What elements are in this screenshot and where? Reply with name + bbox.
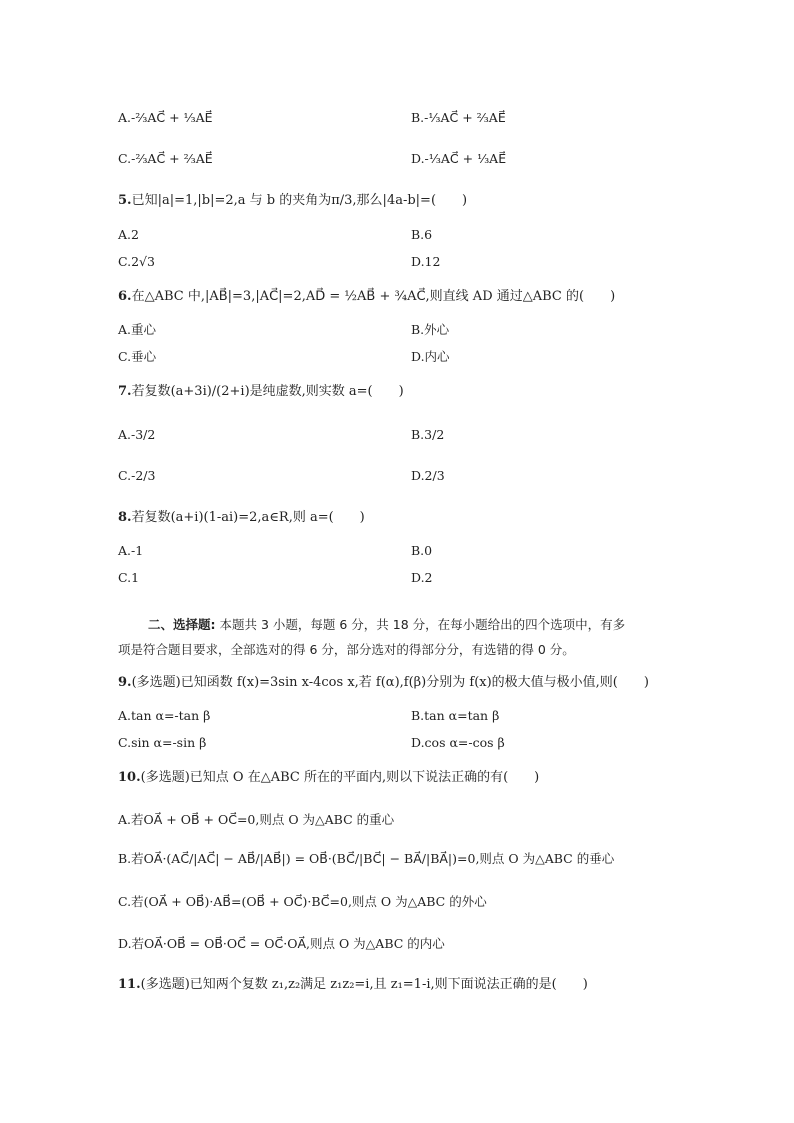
section-2-intro-line-1 bbox=[148, 616, 625, 634]
q6-option-d: D.内心 bbox=[411, 349, 450, 364]
section-2-intro-line-2: 项是符合题目要求，全部选对的得 6 分，部分选对的得部分分，有选错的得 0 分。 bbox=[118, 642, 575, 657]
question-8 bbox=[118, 509, 365, 527]
q5-option-b: B.6 bbox=[411, 227, 433, 242]
q4-option-a: A.-⅔AC⃗ + ⅓AE⃗ bbox=[118, 110, 213, 125]
q8-option-a: A.-1 bbox=[118, 543, 144, 558]
q7-option-a: A.-3/2 bbox=[118, 427, 156, 442]
q9-option-c: C.sin α=-sin β bbox=[118, 735, 207, 750]
q5-option-c: C.2√3 bbox=[118, 254, 155, 269]
question-text: 若复数(a+3i)/(2+i)是纯虚数,则实数 a=( ) bbox=[131, 384, 404, 399]
question-number: 8. bbox=[118, 510, 132, 525]
q4-option-c: C.-⅔AC⃗ + ⅔AE⃗ bbox=[118, 151, 213, 166]
q10-option-c: C.若(OA⃗ + OB⃗)·AB⃗=(OB⃗ + OC⃗)·BC⃗=0,则点 O 为△ABC 的外心 bbox=[118, 894, 487, 909]
q9-option-a: A.tan α=-tan β bbox=[118, 708, 211, 723]
q10-option-b: B.若OA⃗·(AC⃗/|AC⃗| − AB⃗/|AB⃗|) = OB⃗·(BC⃗/|BC⃗| − BA⃗/|BA⃗|)=0,则点 O 为△ABC 的垂心 bbox=[118, 851, 615, 866]
q7-option-d: D.2/3 bbox=[411, 468, 445, 483]
q10-option-d: D.若OA⃗·OB⃗ = OB⃗·OC⃗ = OC⃗·OA⃗,则点 O 为△ABC 的内心 bbox=[118, 936, 445, 951]
question-text: 在△ABC 中,|AB⃗|=3,|AC⃗|=2,AD⃗ = ½AB⃗ + ¾AC⃗,则直线 AD 通过△ABC 的( ) bbox=[131, 289, 616, 304]
question-text: (多选题)已知函数 f(x)=3sin x-4cos x,若 f(α),f(β)分别为 f(x)的极大值与极小值,则( ) bbox=[131, 675, 649, 690]
q9-option-d: D.cos α=-cos β bbox=[411, 735, 505, 750]
q4-option-b: B.-⅓AC⃗ + ⅔AE⃗ bbox=[411, 110, 506, 125]
question-number: 11. bbox=[118, 977, 141, 992]
section-2-title: 二、选择题: bbox=[148, 617, 216, 632]
section-2-desc: 本题共 3 小题，每题 6 分，共 18 分，在每小题给出的四个选项中，有多 bbox=[215, 617, 626, 632]
question-text: (多选题)已知点 O 在△ABC 所在的平面内,则以下说法正确的有( ) bbox=[140, 770, 540, 785]
question-9 bbox=[118, 674, 649, 692]
q4-option-d: D.-⅓AC⃗ + ⅓AE⃗ bbox=[411, 151, 507, 166]
question-text: 若复数(a+i)(1-ai)=2,a∈R,则 a=( ) bbox=[131, 510, 365, 525]
q5-option-d: D.12 bbox=[411, 254, 441, 269]
q8-option-d: D.2 bbox=[411, 570, 433, 585]
q6-option-b: B.外心 bbox=[411, 322, 450, 337]
question-6 bbox=[118, 288, 615, 306]
q7-option-c: C.-2/3 bbox=[118, 468, 156, 483]
q8-option-c: C.1 bbox=[118, 570, 140, 585]
question-7 bbox=[118, 383, 404, 401]
question-10 bbox=[118, 769, 539, 787]
question-11 bbox=[118, 976, 588, 994]
question-number: 9. bbox=[118, 675, 132, 690]
q10-option-a: A.若OA⃗ + OB⃗ + OC⃗=0,则点 O 为△ABC 的重心 bbox=[118, 812, 395, 827]
question-text: (多选题)已知两个复数 z₁,z₂满足 z₁z₂=i,且 z₁=1-i,则下面说法正确的是( ) bbox=[140, 977, 588, 992]
question-number: 6. bbox=[118, 289, 132, 304]
question-5 bbox=[118, 192, 467, 210]
q5-option-a: A.2 bbox=[118, 227, 139, 242]
q8-option-b: B.0 bbox=[411, 543, 433, 558]
question-number: 10. bbox=[118, 770, 141, 785]
question-number: 5. bbox=[118, 193, 132, 208]
q6-option-c: C.垂心 bbox=[118, 349, 157, 364]
q6-option-a: A.重心 bbox=[118, 322, 157, 337]
question-number: 7. bbox=[118, 384, 132, 399]
q7-option-b: B.3/2 bbox=[411, 427, 445, 442]
q9-option-b: B.tan α=tan β bbox=[411, 708, 500, 723]
question-text: 已知|a|=1,|b|=2,a 与 b 的夹角为π/3,那么|4a-b|=( ) bbox=[131, 193, 468, 208]
